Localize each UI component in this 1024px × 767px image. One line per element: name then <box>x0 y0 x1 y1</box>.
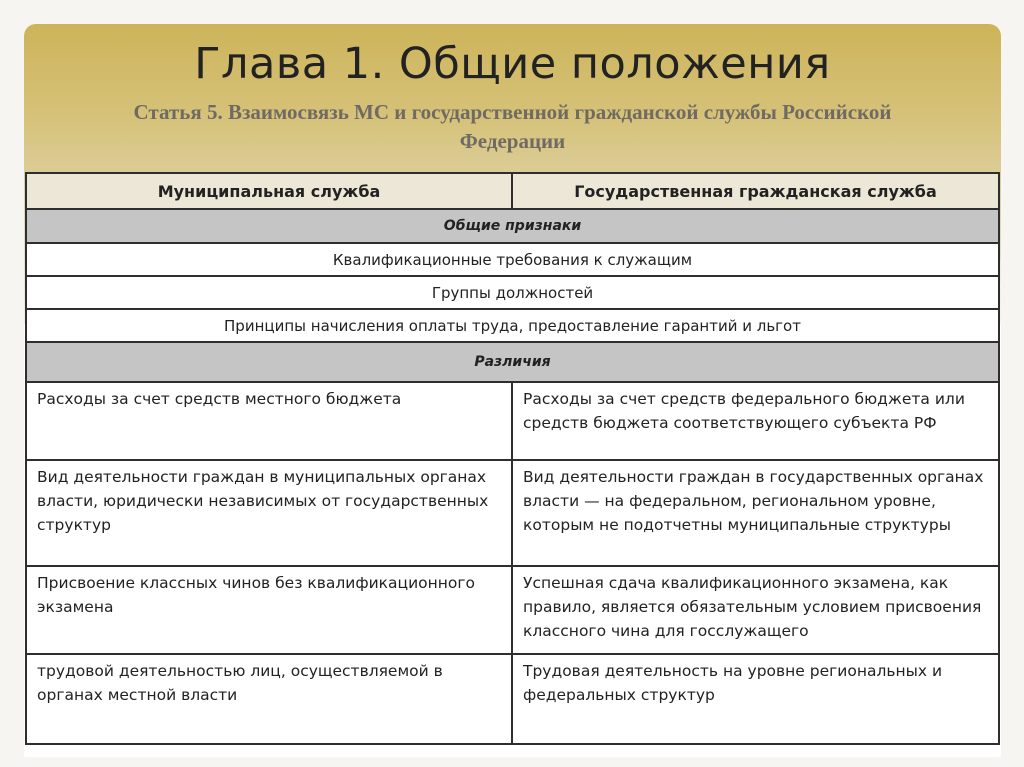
diff-municipal-activity: Вид деятельности граждан в муниципальных органах власти, юридически независимых от государственных структур <box>26 460 512 566</box>
table-header-row <box>26 173 999 209</box>
diff-state-budget: Расходы за счет средств федерального бюджета или средств бюджета соответствующего субъекта РФ <box>512 382 999 460</box>
header-municipal: Муниципальная служба <box>26 173 512 209</box>
table-row <box>26 276 999 309</box>
table-row <box>26 309 999 342</box>
table-row <box>26 654 999 744</box>
section-row-differences <box>26 342 999 382</box>
header-state: Государственная гражданская служба <box>512 173 999 209</box>
common-row-qualifications: Квалификационные требования к служащим <box>26 243 999 276</box>
slide <box>24 24 1001 757</box>
table-row <box>26 460 999 566</box>
common-row-pay-principles: Принципы начисления оплаты труда, предоставление гарантий и льгот <box>26 309 999 342</box>
slide-subtitle: Статья 5. Взаимосвязь МС и государственной гражданской службы Российской Федерации <box>133 100 892 153</box>
common-row-position-groups: Группы должностей <box>26 276 999 309</box>
table-row <box>26 382 999 460</box>
diff-state-labor: Трудовая деятельность на уровне региональных и федеральных структур <box>512 654 999 744</box>
table-row <box>26 243 999 276</box>
diff-municipal-ranks: Присвоение классных чинов без квалификационного экзамена <box>26 566 512 654</box>
section-row-common <box>26 209 999 243</box>
comparison-table <box>25 172 1000 745</box>
section-differences-heading: Различия <box>26 342 999 382</box>
diff-state-activity: Вид деятельности граждан в государственных органах власти — на федеральном, региональном уровне, которым не подотчетны муниципальные структуры <box>512 460 999 566</box>
table-row <box>26 566 999 654</box>
slide-title: Глава 1. Общие положения <box>194 39 831 89</box>
diff-municipal-labor: трудовой деятельностью лиц, осуществляемой в органах местной власти <box>26 654 512 744</box>
diff-municipal-budget: Расходы за счет средств местного бюджета <box>26 382 512 460</box>
diff-state-ranks: Успешная сдача квалификационного экзамена, как правило, является обязательным условием присвоения классного чина для госслужащего <box>512 566 999 654</box>
section-common-heading: Общие признаки <box>26 209 999 243</box>
